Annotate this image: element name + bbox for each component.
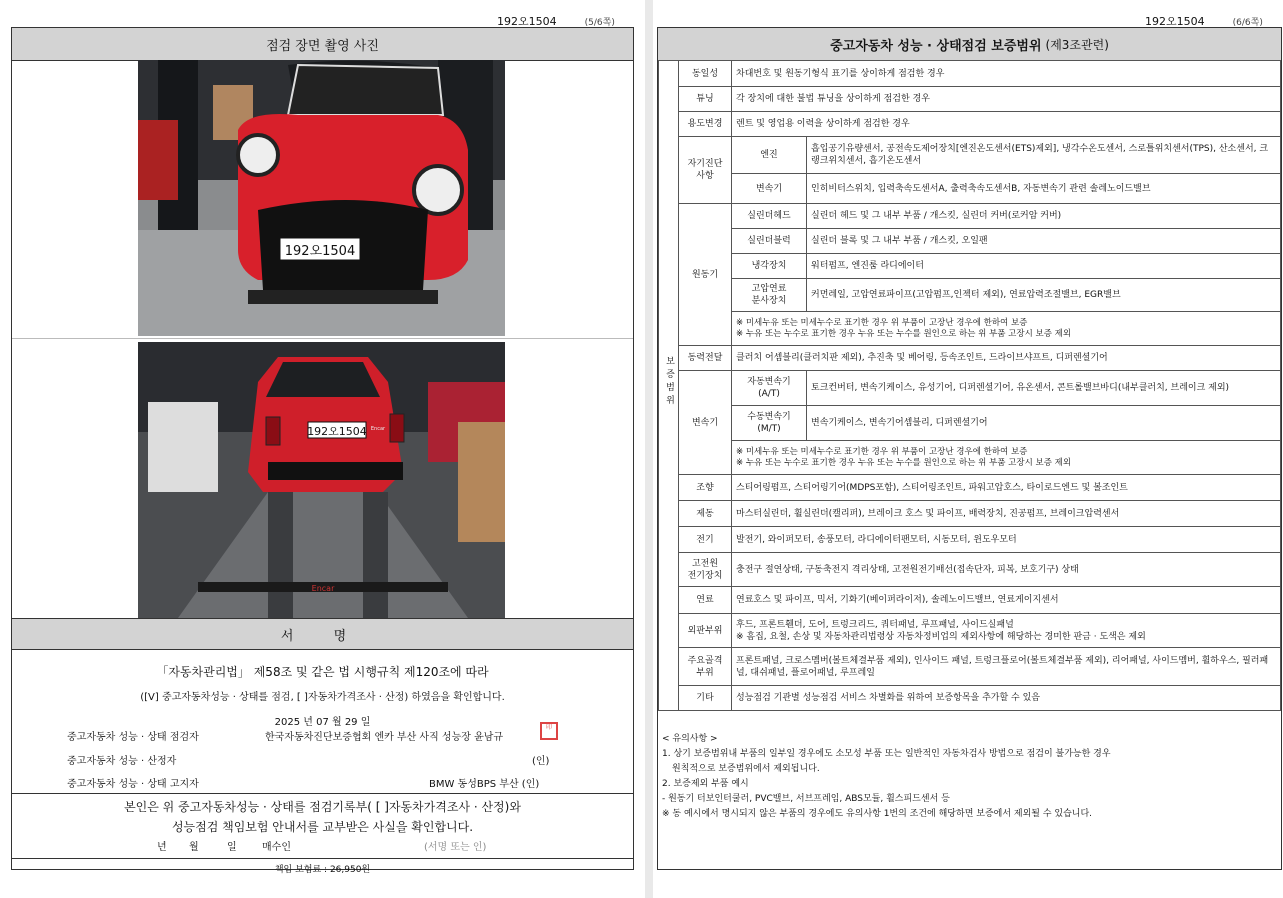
row-subcategory: 엔진 — [732, 137, 807, 174]
note-item: 원칙적으로 보증범위에서 제외됩니다. — [672, 764, 820, 774]
row-category: 원동기 — [679, 204, 732, 346]
warranty-table — [658, 60, 1281, 711]
row-description: 마스터실린더, 휠실린더(캘리퍼), 브레이크 호스 및 파이프, 배력장치, 진공펌프, 브레이크압력센서 — [732, 501, 1281, 527]
law-line: 「자동차관리법」 제58조 및 같은 법 시행규칙 제120조에 따라 — [156, 665, 489, 679]
row-category: 조향 — [679, 475, 732, 501]
doc-number-right: 192오1504 (6/6쪽) — [1145, 15, 1263, 28]
table-row — [659, 553, 1281, 587]
row-description: 흡입공기유량센서, 공전속도제어장치[엔진온도센서(ETS)제외], 냉각수온도센서, 스로틀위치센서(TPS), 산소센서, 크랭크위치센서, 흡기온도센서 — [807, 137, 1281, 174]
rear-brand-text: Encar — [370, 426, 386, 432]
table-row — [659, 87, 1281, 112]
check-line: ([V] 중고자동차성능 · 상태를 점검, [ ]자동차가격조사 · 산정) 하였음을 확인합니다. — [140, 692, 505, 703]
row-description: 실린더 헤드 및 그 내부 부품 / 개스킷, 실린더 커버(로커암 커버) — [807, 204, 1281, 229]
inspector-value: 한국자동차진단보증협회 엔카 부산 사직 성능장 윤남규 — [265, 732, 504, 743]
note-item: 2. 보증제외 부품 예시 — [662, 779, 749, 789]
sign-section-header: 서 명 — [12, 618, 633, 650]
notes-title: < 유의사항 > — [662, 734, 718, 744]
note-item: 1. 상기 보증범위내 부품의 일부일 경우에도 소모성 부품 또는 일반적인 자동차검사 방법으로 점검이 불가능한 경우 — [662, 749, 1111, 759]
rear-car-photo — [138, 342, 505, 618]
table-row — [659, 229, 1281, 254]
photo-divider — [12, 338, 633, 339]
buyer-sign: (서명 또는 인) — [424, 842, 487, 853]
row-description: 커먼레일, 고압연료파이프(고압펌프,인젝터 제외), 연료압력조절밸브, EGR밸브 — [807, 279, 1281, 312]
table-row — [659, 527, 1281, 553]
row-subcategory: 자동변속기 (A/T) — [732, 371, 807, 406]
insurance-fee: 책임 보험료 : 26,950원 — [274, 865, 371, 875]
buyer-label: 매수인 — [262, 842, 291, 853]
buyer-day: 일 — [227, 842, 237, 853]
page-gap — [645, 0, 653, 898]
row-description: 변속기케이스, 변속기어셈블리, 디퍼렌셜기어 — [807, 406, 1281, 441]
row-description: 연료호스 및 파이프, 믹서, 기화기(베이퍼라이저), 솔레노이드밸브, 연료게이지센서 — [732, 587, 1281, 614]
table-row — [659, 686, 1281, 711]
table-row — [659, 112, 1281, 137]
row-category: 전기 — [679, 527, 732, 553]
row-category: 변속기 — [679, 371, 732, 475]
sign-date: 2025 년 07 월 29 일 — [274, 717, 371, 728]
row-category: 동일성 — [679, 61, 732, 87]
photo-section-header: 점검 장면 촬영 사진 — [12, 28, 633, 61]
table-row — [659, 614, 1281, 648]
row-description: 렌트 및 영업용 이력을 상이하게 점검한 경우 — [732, 112, 1281, 137]
table-row — [659, 587, 1281, 614]
table-row — [659, 501, 1281, 527]
row-note: ※ 미세누유 또는 미세누수로 표기한 경우 위 부품이 고장난 경우에 한하여 보증 ※ 누유 또는 누수로 표기한 경우 누유 또는 누수를 원인으로 하는 위 부품 고장시 보증 제외 — [732, 441, 1281, 475]
table-row — [659, 406, 1281, 441]
row-category: 동력전달 — [679, 346, 732, 371]
front-plate-text: 192오1504 — [284, 244, 356, 259]
row-category: 자기진단 사항 — [679, 137, 732, 204]
row-description: 토크컨버터, 변속기케이스, 유성기어, 디퍼렌셜기어, 유온센서, 콘트롤밸브바디(내부클러치, 브레이크 제외) — [807, 371, 1281, 406]
rear-plate-text: 192오1504 — [307, 425, 367, 438]
row-description: 실린더 블록 및 그 내부 부품 / 개스킷, 오일팬 — [807, 229, 1281, 254]
row-description: 각 장치에 대한 불법 튜닝을 상이하게 점검한 경우 — [732, 87, 1281, 112]
row-subcategory: 변속기 — [732, 174, 807, 204]
buyer-month: 월 — [189, 842, 199, 853]
page-indicator-left: (5/6쪽) — [584, 18, 615, 28]
scope-label: 보증범위 — [659, 61, 679, 711]
front-car-photo — [138, 60, 505, 336]
notes-section — [662, 732, 1111, 822]
row-description: 충전구 절연상태, 구동축전지 격리상태, 고전원전기배선(접속단자, 피복, 보호기구) 상태 — [732, 553, 1281, 587]
row-description: 프론트패널, 크로스멤버(볼트체결부품 제외), 인사이드 패널, 트렁크플로어(볼트체결부품 제외), 리어패널, 사이드멤버, 휠하우스, 필러패널, 대쉬패널, 플로어패널, 루프레일 — [732, 648, 1281, 686]
row-description: 워터펌프, 엔진룸 라디에이터 — [807, 254, 1281, 279]
buyer-year: 년 — [157, 842, 167, 853]
row-description: 후드, 프론트휀더, 도어, 트렁크리드, 쿼터패널, 루프패널, 사이드실패널 ※ 흠집, 요철, 손상 및 자동차관리법령상 자동차정비업의 제외사항에 해당하는 경미한 판금 · 도색은 제외 — [732, 614, 1281, 648]
confirm-line-1: 본인은 위 중고자동차성능 · 상태를 점검기록부( [ ]자동차가격조사 · 산정)와 — [124, 800, 521, 814]
table-row — [659, 475, 1281, 501]
stand-brand-text: Encar — [311, 584, 335, 593]
table-row — [659, 441, 1281, 475]
row-subcategory: 냉각장치 — [732, 254, 807, 279]
row-description: 스티어링펌프, 스티어링기어(MDPS포함), 스티어링조인트, 파워고압호스, 타이로드엔드 및 볼조인트 — [732, 475, 1281, 501]
row-subcategory: 실린더헤드 — [732, 204, 807, 229]
row-subcategory: 고압연료 분사장치 — [732, 279, 807, 312]
row-note: ※ 미세누유 또는 미세누수로 표기한 경우 위 부품이 고장난 경우에 한하여 보증 ※ 누유 또는 누수로 표기한 경우 누유 또는 누수를 원인으로 하는 위 부품 고장시 보증 제외 — [732, 312, 1281, 346]
row-subcategory: 실린더블럭 — [732, 229, 807, 254]
warranty-title: 중고자동차 성능 · 상태점검 보증범위 (제3조관련) — [658, 28, 1281, 61]
row-description: 클러치 어셈블리(클러치판 제외), 추진축 및 베어링, 등속조인트, 드라이브샤프트, 디퍼렌셜기어 — [732, 346, 1281, 371]
row-category: 주요골격 부위 — [679, 648, 732, 686]
table-row — [659, 648, 1281, 686]
sign-body — [12, 650, 633, 728]
row-description: 인히비터스위치, 입력축속도센서A, 출력축속도센서B, 자동변속기 관련 솔레노이드밸브 — [807, 174, 1281, 204]
row-category: 제동 — [679, 501, 732, 527]
row-description: 차대번호 및 원동기형식 표기를 상이하게 점검한 경우 — [732, 61, 1281, 87]
table-row — [659, 346, 1281, 371]
appraiser-value: (인) — [532, 756, 550, 767]
row-category: 연료 — [679, 587, 732, 614]
inspector-seal: 印 — [540, 722, 558, 740]
row-subcategory: 수동변속기 (M/T) — [732, 406, 807, 441]
row-category: 외판부위 — [679, 614, 732, 648]
inspector-label: 중고자동차 성능 · 상태 점검자 — [67, 732, 199, 743]
page-indicator-right: (6/6쪽) — [1232, 18, 1263, 28]
row-category: 기타 — [679, 686, 732, 711]
table-row — [659, 312, 1281, 346]
row-description: 성능점검 기관별 성능점검 서비스 차별화를 위하여 보증항목을 추가할 수 있음 — [732, 686, 1281, 711]
photo-sign-page — [11, 27, 634, 875]
row-category: 튜닝 — [679, 87, 732, 112]
appraiser-label: 중고자동차 성능 · 산정자 — [67, 756, 177, 767]
table-row — [659, 254, 1281, 279]
table-row — [659, 371, 1281, 406]
table-row — [659, 279, 1281, 312]
row-description: 발전기, 와이퍼모터, 송풍모터, 라디에이터팬모터, 시동모터, 윈도우모터 — [732, 527, 1281, 553]
table-row — [659, 174, 1281, 204]
note-item: ※ 동 예시에서 명시되지 않은 부품의 경우에도 유의사항 1번의 조건에 해당하면 보증에서 제외될 수 있습니다. — [662, 809, 1093, 819]
doc-number-left: 192오1504 (5/6쪽) — [497, 15, 615, 28]
notifier-value: BMW 동성BPS 부산 (인) — [429, 779, 540, 790]
table-row — [659, 204, 1281, 229]
notifier-label: 중고자동차 성능 · 상태 고지자 — [67, 779, 199, 790]
buyer-confirmation — [12, 793, 633, 875]
row-category: 고전원 전기장치 — [679, 553, 732, 587]
warranty-scope-page — [657, 27, 1282, 870]
row-category: 용도변경 — [679, 112, 732, 137]
table-row — [659, 61, 1281, 87]
note-item: - 원동기 터보인터쿨러, PVC밸브, 서브프레임, ABS모듈, 휠스피드센서 등 — [662, 794, 950, 804]
confirm-line-2: 성능점검 책임보험 안내서를 교부받은 사실을 확인합니다. — [171, 820, 474, 834]
table-row — [659, 137, 1281, 174]
